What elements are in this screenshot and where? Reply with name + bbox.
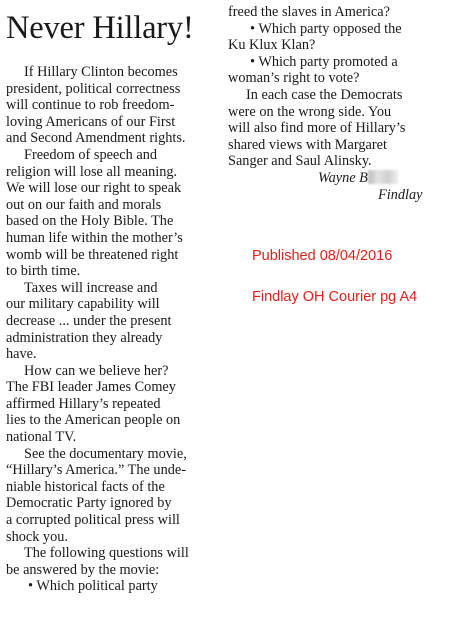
article-text-line: Freedom of speech and — [24, 146, 157, 163]
redacted-blur — [368, 170, 398, 184]
article-text-line: religion will lose all meaning. — [6, 163, 178, 180]
article-text-line: In each case the Democrats — [246, 86, 403, 103]
article-text-line: administration they already — [6, 329, 163, 346]
article-text-line: shared views with Margaret — [228, 136, 387, 153]
headline: Never Hillary! — [6, 10, 194, 46]
article-text-line: • Which political party — [28, 578, 158, 595]
article-text-line: See the documentary movie, — [24, 445, 187, 462]
article-text-line: Taxes will increase and — [24, 279, 158, 296]
article-right-column — [228, 4, 442, 204]
signature-name-text: Wayne B — [318, 169, 368, 186]
article-text-line: lies to the American people on — [6, 412, 181, 429]
article-text-line: The following questions will — [24, 545, 189, 562]
article-body-left — [6, 64, 214, 595]
article-text-line: affirmed Hillary’s repeated — [6, 395, 161, 412]
article-text-line: loving Americans of our First — [6, 113, 176, 130]
article-text-line: be answered by the movie: — [6, 561, 160, 578]
article-text-line: How can we believe her? — [24, 362, 169, 379]
article-text-line: • Which party promoted a — [250, 53, 398, 70]
source-note: Findlay OH Courier pg A4 — [252, 289, 418, 305]
article-text-line: If Hillary Clinton becomes — [24, 64, 178, 80]
published-date-note: Published 08/04/2016 — [252, 248, 393, 264]
article-text-line: based on the Holy Bible. The — [6, 213, 174, 230]
article-text-line: woman’s right to vote? — [228, 70, 360, 87]
article-text-line: our military capability will — [6, 296, 160, 313]
article-body-right — [228, 4, 442, 170]
signature-city: Findlay — [378, 186, 423, 203]
article-text-line: niable historical facts of the — [6, 478, 165, 495]
signature-name — [228, 170, 442, 187]
article-text-line: shock you. — [6, 528, 68, 545]
article-text-line: • Which party opposed the — [250, 20, 402, 37]
article-text-line: Ku Klux Klan? — [228, 37, 316, 54]
article-text-line: freed the slaves in America? — [228, 4, 390, 20]
article-text-line: to birth time. — [6, 263, 81, 280]
article-text-line: and Second Amendment rights. — [6, 130, 186, 147]
article-text-line: The FBI leader James Comey — [6, 379, 176, 396]
article-text-line: “Hillary’s America.” The unde- — [6, 462, 186, 479]
article-text-line: Democratic Party ignored by — [6, 495, 172, 512]
article-text-line: womb will be threatened right — [6, 246, 179, 263]
article-text-line: will also find more of Hillary’s — [228, 120, 406, 137]
article-text-line: national TV. — [6, 429, 77, 446]
article-left-column — [6, 4, 214, 595]
article-text-line: president, political correctness — [6, 80, 181, 97]
article-text-line: We will lose our right to speak — [6, 180, 182, 197]
article-text-line: Sanger and Saul Alinsky. — [228, 153, 372, 170]
article-text-line: will continue to rob freedom- — [6, 97, 175, 114]
article-text-line: decrease ... under the present — [6, 312, 172, 329]
article-text-line: human life within the mother’s — [6, 229, 183, 246]
article-text-line: have. — [6, 346, 37, 363]
article-text-line: out on our faith and morals — [6, 196, 162, 213]
article-text-line: were on the wrong side. You — [228, 103, 392, 120]
article-text-line: a corrupted political press will — [6, 512, 180, 529]
